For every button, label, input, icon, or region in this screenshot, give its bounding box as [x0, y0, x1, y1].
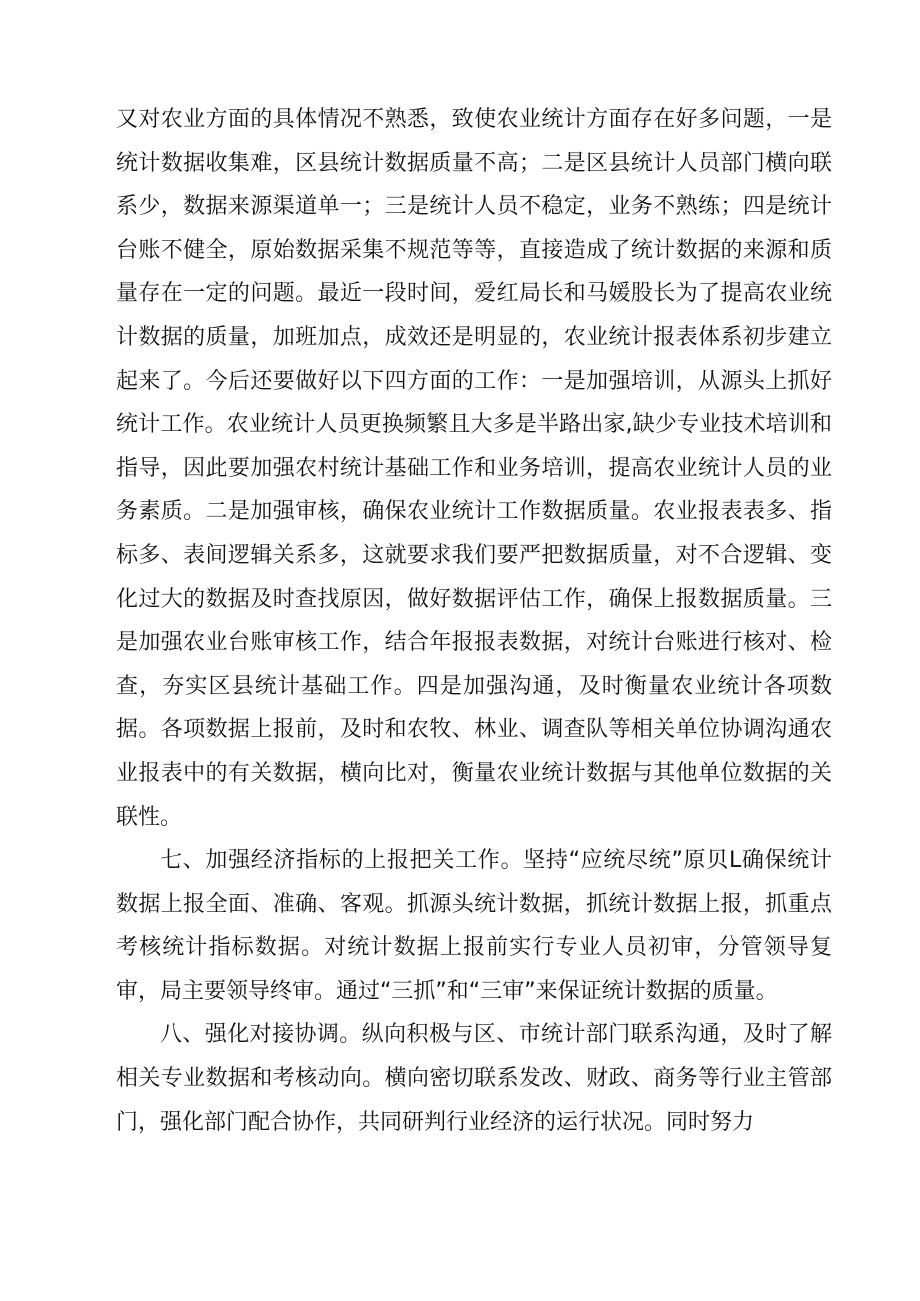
- paragraph-section-seven: 七、加强经济指标的上报把关工作。坚持“应统尽统”原贝L确保统计数据上报全面、准确、客观。抓源头统计数据，抓统计数据上报，抓重点考核统计指标数据。对统计数据上报前实行专业人员初审，分管领导复审，局主要领导终审。通过“三抓”和“三审”来保证统计数据的质量。: [116, 848, 832, 1004]
- body-text: [116, 98, 832, 1144]
- paragraph-section-eight: 八、强化对接协调。纵向积极与区、市统计部门联系沟通，及时了解相关专业数据和考核动向。横向密切联系发改、财政、商务等行业主管部门，强化部门配合协作，共同研判行业经济的运行状况。同时努力: [116, 1022, 832, 1135]
- paragraph-agriculture-statistics: 又对农业方面的具体情况不熟悉，致使农业统计方面存在好多问题，一是统计数据收集难，区县统计数据质量不高；二是区县统计人员部门横向联系少，数据来源渠道单一；三是统计人员不稳定，业务不熟练；四是统计台账不健全，原始数据采集不规范等等，直接造成了统计数据的来源和质量存在一定的问题。最近一段时间，爱红局长和马媛股长为了提高农业统计数据的质量，加班加点，成效还是明显的，农业统计报表体系初步建立起来了。今后还要做好以下四方面的工作：一是加强培训，从源头上抓好统计工作。农业统计人员更换频繁且大多是半路出家,缺少专业技术培训和指导，因此要加强农村统计基础工作和业务培训，提高农业统计人员的业务素质。二是加强审核，确保农业统计工作数据质量。农业报表表多、指标多、表间逻辑关系多，这就要求我们要严把数据质量，对不合逻辑、变化过大的数据及时查找原因，做好数据评估工作，确保上报数据质量。三是加强农业台账审核工作，结合年报报表数据，对统计台账进行核对、检查，夯实区县统计基础工作。四是加强沟通，及时衡量农业统计各项数据。各项数据上报前，及时和农牧、林业、调查队等相关单位协调沟通农业报表中的有关数据，横向比对，衡量农业统计数据与其他单位数据的关联性。: [116, 107, 832, 830]
